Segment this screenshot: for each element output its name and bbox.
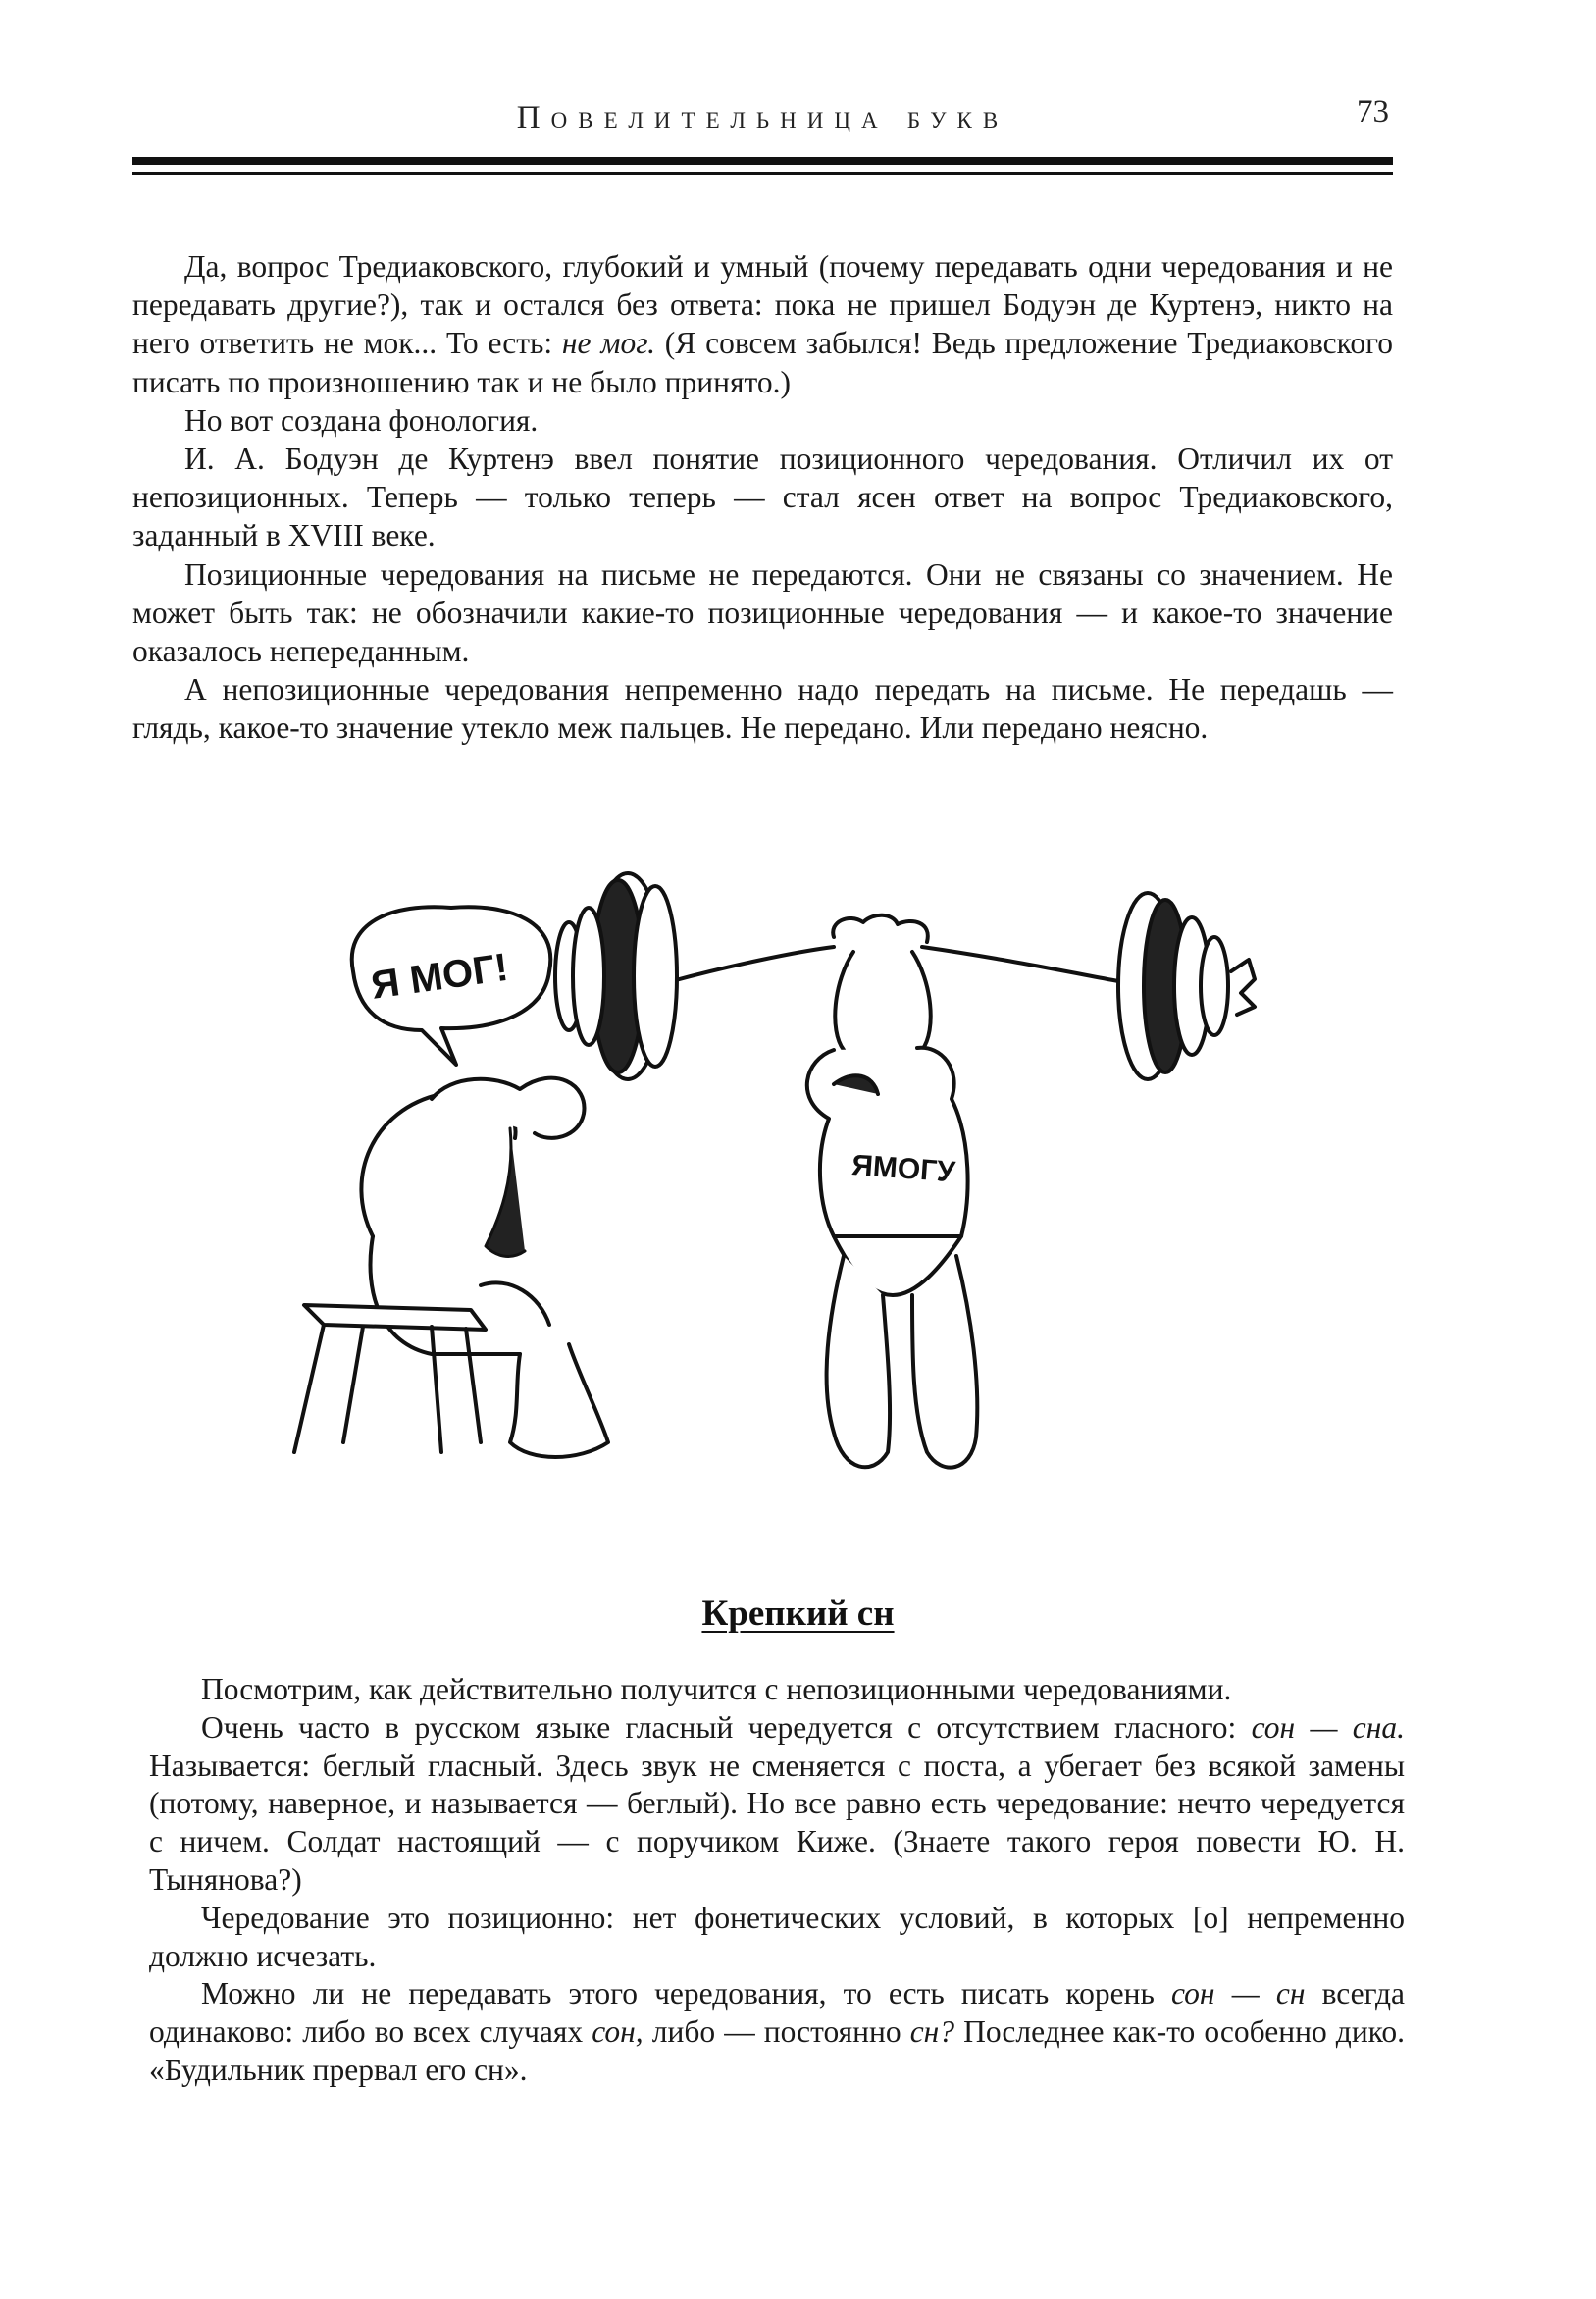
- paragraph: Но вот создана фонология.: [184, 402, 539, 438]
- header-rule-thin: [132, 172, 1393, 175]
- body-text-section-1: [132, 247, 1393, 748]
- seated-man: [294, 1078, 608, 1457]
- header-rule-thick: [132, 157, 1393, 165]
- paragraph: Да, вопрос Тредиаковского, глубокий и умный (почему передавать одни чередования и не передавать другие?), так и остался без ответа: пока не пришел Бодуэн де Куртенэ, никто на него ответить не мок... То есть: не мог. (Я совсем забылся! Ведь предложение Тредиаковского писать по произношению так и не было принято.): [132, 249, 1393, 399]
- page-number: 73: [1357, 94, 1389, 130]
- paragraph: Очень часто в русском языке гласный чередуется с отсутствием гласного: сон — сна. Называется: беглый гласный. Здесь звук не сменяется с поста, а убегает без всякой замены (потому, наверное, и называется — беглый). Но все равно есть чередование: нечто чередуется с ничем. Солдат настоящий — с поручиком Киже. (Знаете такого героя повести Ю. Н. Тынянова?): [149, 1709, 1405, 1897]
- right-weight-plates: [1118, 893, 1255, 1079]
- running-title: Повелительница букв: [516, 100, 1009, 135]
- running-header: [132, 94, 1393, 143]
- left-weight-plates: [555, 873, 677, 1079]
- speech-bubble-text: Я МОГ!: [368, 945, 511, 1008]
- paragraph: А непозиционные чередования непременно надо передать на письме. Не передашь — глядь, какое-то значение утекло меж пальцев. Не передано. Или передано неясно.: [132, 672, 1393, 746]
- paragraph: И. А. Бодуэн де Куртенэ ввел понятие позиционного чередования. Отличил их от непозиционных. Теперь — только теперь — стал ясен ответ на вопрос Тредиаковского, заданный в XVIII веке.: [132, 442, 1393, 553]
- paragraph: Посмотрим, как действительно получится с непозиционными чередованиями.: [201, 1672, 1232, 1706]
- paragraph: Чередование это позиционно: нет фонетических условий, в которых [о] непременно должно исчезать.: [149, 1900, 1405, 1973]
- paragraph: Позиционные чередования на письме не передаются. Они не связаны со значением. Не может быть так: не обозначили какие-то позиционные чередования — и какое-то значение оказалось непереданным.: [132, 556, 1393, 669]
- body-text-section-2: [149, 1671, 1405, 2090]
- barbell-bar-right: [922, 947, 1118, 981]
- barbell-bar-left: [672, 947, 834, 981]
- paragraph: Можно ли не передавать этого чередования, то есть писать корень сон — сн всегда одинаково: либо во всех случаях сон, либо — постоянно сн? Последнее как-то особенно дико. «Будильник прервал его сн».: [149, 1976, 1405, 2087]
- weightlifter: [807, 915, 977, 1468]
- section-heading: Крепкий сн: [701, 1594, 895, 1634]
- shirt-text: ЯМОГУ: [850, 1149, 956, 1189]
- speech-bubble: [352, 907, 551, 1065]
- cartoon-illustration: [284, 863, 1334, 1550]
